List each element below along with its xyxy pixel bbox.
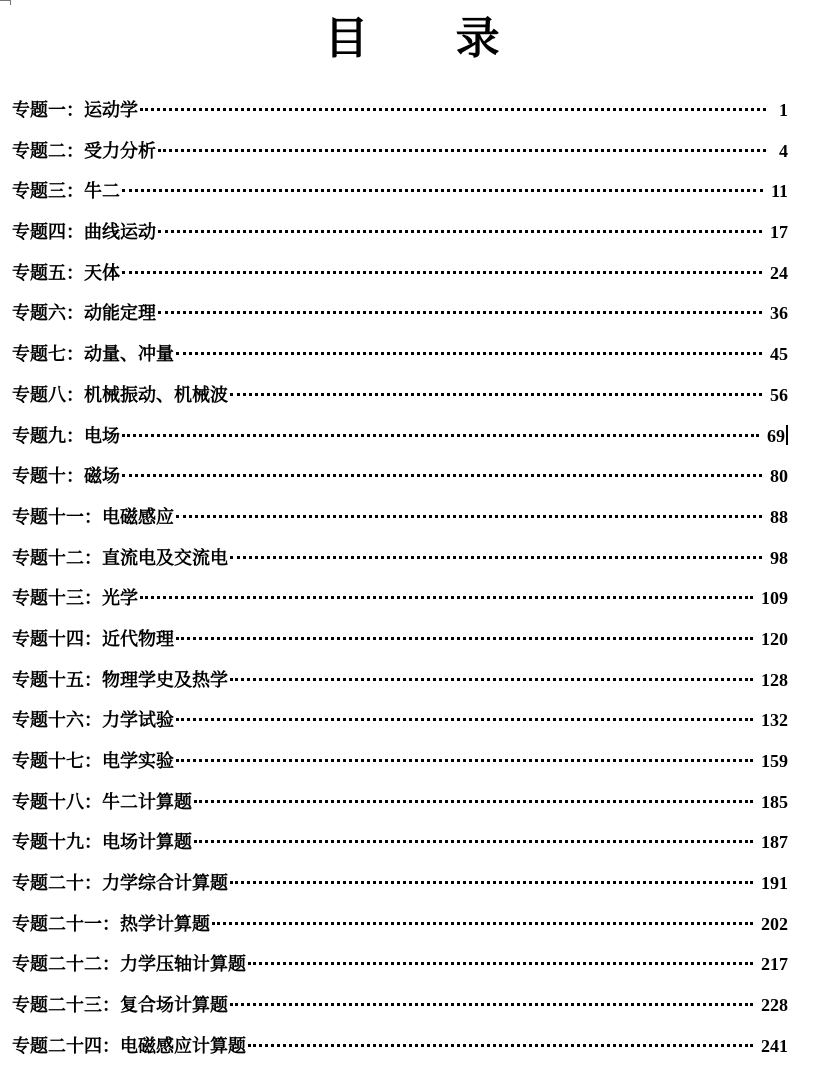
toc-entry-page-number: 45 bbox=[770, 344, 788, 365]
toc-entry[interactable] bbox=[12, 212, 788, 253]
toc-entry-label: 专题十六：力学试验 bbox=[12, 710, 174, 732]
toc-entry-page-number: 80 bbox=[770, 466, 788, 487]
toc-entry-label: 专题八：机械振动、机械波 bbox=[12, 384, 228, 406]
dot-leader bbox=[176, 637, 753, 640]
dot-leader bbox=[122, 474, 762, 477]
toc-entry-page-number: 36 bbox=[770, 303, 788, 324]
toc-entry-page-number: 4 bbox=[779, 140, 788, 161]
dot-leader bbox=[176, 718, 753, 721]
toc-entry-page-number: 17 bbox=[770, 222, 788, 243]
toc-entry-page-number: 187 bbox=[761, 832, 788, 853]
toc-entry-label: 专题九：电场 bbox=[12, 425, 120, 447]
toc-entry-page-number: 11 bbox=[770, 181, 788, 202]
toc-entry-label: 专题四：曲线运动 bbox=[12, 222, 156, 244]
toc-entry-label: 专题十七：电学实验 bbox=[12, 751, 174, 772]
dot-leader bbox=[176, 352, 762, 355]
toc-entry-page-number: 241 bbox=[761, 1035, 788, 1056]
dot-leader bbox=[140, 108, 766, 111]
toc-entry[interactable] bbox=[12, 131, 788, 172]
toc-entry-page-number: 191 bbox=[761, 873, 788, 894]
dot-leader bbox=[230, 678, 753, 681]
dot-leader bbox=[230, 881, 753, 884]
toc-entry-page-number: 128 bbox=[761, 669, 788, 690]
toc-entry-page-number: 88 bbox=[770, 506, 788, 527]
toc-title: 目 录 bbox=[324, 13, 536, 64]
toc-entry-page-number: 109 bbox=[761, 588, 788, 609]
toc-entry[interactable] bbox=[12, 782, 788, 823]
toc-entry-page-number: 228 bbox=[761, 995, 788, 1016]
toc-entry-page-number: 24 bbox=[770, 262, 788, 283]
toc-entry-page-number: 202 bbox=[761, 913, 788, 934]
toc-entry-page-number: 120 bbox=[761, 628, 788, 649]
dot-leader bbox=[176, 759, 753, 762]
toc-entry-label: 专题十五：物理学史及热学 bbox=[12, 669, 228, 691]
toc-entry-label: 专题二：受力分析 bbox=[12, 140, 156, 162]
dot-leader bbox=[212, 922, 753, 925]
dot-leader bbox=[122, 434, 759, 437]
dot-leader bbox=[194, 800, 753, 803]
toc-entry-page-number: 56 bbox=[770, 384, 788, 405]
toc-entry-label: 专题一：运动学 bbox=[12, 100, 138, 121]
toc-list bbox=[12, 90, 788, 1067]
toc-entry-label: 专题二十一：热学计算题 bbox=[12, 913, 210, 935]
toc-entry-page-number: 98 bbox=[770, 547, 788, 568]
dot-leader bbox=[230, 1003, 753, 1006]
dot-leader bbox=[122, 271, 762, 274]
toc-entry[interactable] bbox=[12, 578, 788, 619]
dot-leader bbox=[140, 596, 753, 599]
dot-leader bbox=[230, 556, 762, 559]
toc-entry-label: 专题二十四：电磁感应计算题 bbox=[12, 1035, 246, 1057]
toc-entry-page-number: 185 bbox=[761, 791, 788, 812]
toc-entry-label: 专题十三：光学 bbox=[12, 588, 138, 610]
toc-entry-label: 专题七：动量、冲量 bbox=[12, 344, 174, 366]
toc-entry-label: 专题三：牛二 bbox=[12, 181, 120, 203]
dot-leader bbox=[194, 840, 753, 843]
toc-entry-page-number: 132 bbox=[761, 710, 788, 731]
toc-entry[interactable] bbox=[12, 293, 788, 334]
toc-entry-label: 专题十四：近代物理 bbox=[12, 628, 174, 650]
toc-entry[interactable] bbox=[12, 456, 788, 497]
toc-entry-page-number: 159 bbox=[761, 751, 788, 771]
toc-entry[interactable] bbox=[12, 863, 788, 904]
toc-entry[interactable] bbox=[12, 700, 788, 741]
toc-entry[interactable] bbox=[12, 416, 788, 457]
dot-leader bbox=[158, 230, 762, 233]
toc-entry[interactable] bbox=[12, 538, 788, 579]
toc-entry[interactable] bbox=[12, 171, 788, 212]
dot-leader bbox=[248, 962, 753, 965]
toc-entry[interactable] bbox=[12, 497, 788, 538]
toc-entry-label: 专题二十：力学综合计算题 bbox=[12, 873, 228, 895]
toc-entry[interactable] bbox=[12, 619, 788, 660]
toc-entry-page-number: 217 bbox=[761, 954, 788, 975]
toc-entry-label: 专题十：磁场 bbox=[12, 466, 120, 488]
toc-entry[interactable] bbox=[12, 904, 788, 945]
toc-entry-label: 专题二十二：力学压轴计算题 bbox=[12, 954, 246, 976]
dot-leader bbox=[122, 189, 763, 192]
toc-entry-label: 专题十二：直流电及交流电 bbox=[12, 547, 228, 569]
toc-entry-label: 专题十八：牛二计算题 bbox=[12, 791, 192, 813]
page-corner-mark bbox=[0, 0, 11, 5]
toc-entry-page-number: 69 bbox=[767, 416, 788, 457]
toc-entry[interactable] bbox=[12, 253, 788, 294]
toc-entry-label: 专题二十三：复合场计算题 bbox=[12, 995, 228, 1017]
toc-entry[interactable] bbox=[12, 741, 788, 782]
toc-entry[interactable] bbox=[12, 375, 788, 416]
toc-entry[interactable] bbox=[12, 334, 788, 375]
toc-entry[interactable] bbox=[12, 660, 788, 701]
dot-leader bbox=[158, 149, 766, 152]
toc-entry[interactable] bbox=[12, 944, 788, 985]
toc-entry-label: 专题五：天体 bbox=[12, 262, 120, 284]
toc-entry-page-number: 1 bbox=[779, 100, 788, 120]
text-cursor bbox=[786, 425, 788, 445]
toc-entry-label: 专题十一：电磁感应 bbox=[12, 506, 174, 528]
toc-entry-label: 专题十九：电场计算题 bbox=[12, 832, 192, 854]
dot-leader bbox=[158, 311, 762, 314]
toc-entry[interactable] bbox=[12, 90, 788, 131]
toc-entry[interactable] bbox=[12, 822, 788, 863]
toc-entry-label: 专题六：动能定理 bbox=[12, 303, 156, 325]
dot-leader bbox=[176, 515, 762, 518]
toc-entry[interactable] bbox=[12, 1026, 788, 1067]
toc-entry[interactable] bbox=[12, 985, 788, 1026]
dot-leader bbox=[230, 393, 762, 396]
dot-leader bbox=[248, 1044, 753, 1047]
